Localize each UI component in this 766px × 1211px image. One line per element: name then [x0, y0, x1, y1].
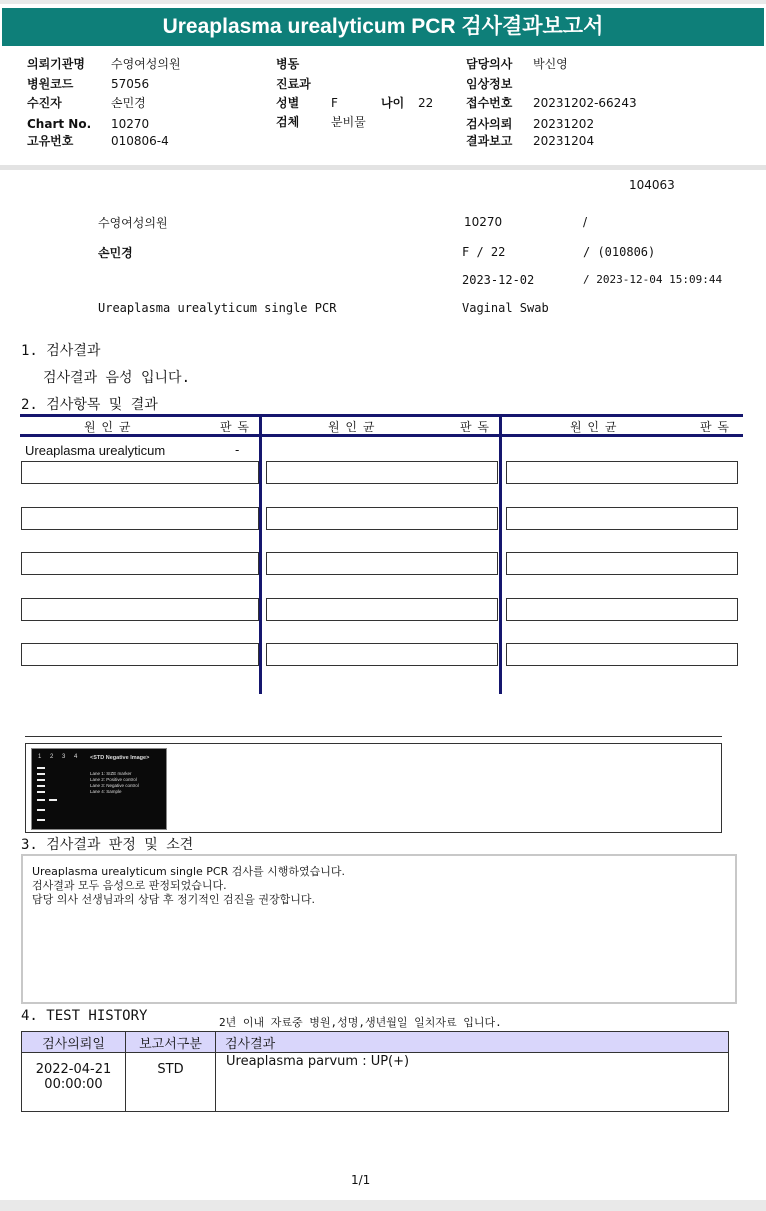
gel-caption: <STD Negative Image> — [90, 755, 150, 761]
section2-title: 2. 검사항목 및 결과 — [21, 397, 158, 413]
col1-pathogen-header: 원 인 균 — [84, 420, 132, 434]
history-result: Ureaplasma parvum : UP(+) — [216, 1053, 729, 1112]
age-label: 나이 — [381, 96, 405, 110]
col3-judgement-header: 판 독 — [700, 420, 730, 434]
gel-legend: Lane 1: SIZE marker — [90, 771, 132, 776]
section4-title: 4. TEST HISTORY — [21, 1008, 148, 1024]
top-strip — [0, 0, 766, 4]
lane-number: 3 — [62, 754, 66, 760]
result-cell — [21, 598, 259, 621]
sex-value: F — [331, 96, 338, 110]
summary-institution: 수영여성의원 — [98, 216, 168, 230]
pathogen-result: - — [235, 443, 240, 457]
section1-title: 1. 검사결과 — [21, 343, 101, 359]
summary-slash: / — [583, 215, 588, 229]
result-cell — [21, 552, 259, 575]
history-header-row — [22, 1032, 729, 1053]
history-table — [21, 1031, 729, 1112]
history-date-cell — [22, 1053, 126, 1112]
chart-label: Chart No. — [27, 117, 92, 131]
request-value: 20231202 — [533, 117, 595, 131]
result-cell — [266, 643, 498, 666]
receipt-label: 접수번호 — [466, 96, 513, 110]
summary-request-date: 2023-12-02 — [462, 273, 535, 287]
col3-pathogen-header: 원 인 균 — [570, 420, 618, 434]
pathogen-name: Ureaplasma urealyticum — [25, 443, 166, 458]
grid-divider-1 — [259, 414, 262, 694]
request-label: 검사의뢰 — [466, 117, 513, 131]
result-cell — [506, 461, 738, 484]
result-cell — [266, 552, 498, 575]
summary-specimen: Vaginal Swab — [462, 301, 549, 315]
summary-test-name: Ureaplasma urealyticum single PCR — [98, 301, 337, 315]
institution-label: 의뢰기관명 — [27, 57, 85, 71]
lane-number: 4 — [74, 754, 78, 760]
patient-value: 손민경 — [111, 96, 146, 110]
age-value: 22 — [418, 96, 434, 110]
opinion-line: 검사결과 모두 음성으로 판정되었습니다. — [32, 879, 227, 892]
dept-label: 진료과 — [276, 77, 311, 91]
chart-value: 10270 — [111, 117, 150, 131]
doctor-value: 박신영 — [533, 57, 568, 71]
summary-birth: / (010806) — [583, 245, 656, 259]
grid-top-line — [20, 414, 743, 417]
result-cell — [506, 552, 738, 575]
result-cell — [506, 507, 738, 530]
report-title: Ureaplasma urealyticum PCR 검사결과보고서 — [2, 8, 764, 46]
hospital-code-label: 병원코드 — [27, 77, 74, 91]
result-cell — [266, 461, 498, 484]
history-time: 00:00:00 — [44, 1077, 103, 1092]
bottom-strip — [0, 1200, 766, 1211]
summary-report-datetime: / 2023-12-04 15:09:44 — [583, 273, 723, 286]
opinion-line: 담당 의사 선생님과의 상담 후 정기적인 검진을 권장합니다. — [32, 893, 315, 906]
result-cell — [266, 507, 498, 530]
patient-label: 수진자 — [27, 96, 62, 110]
receipt-value: 20231202-66243 — [533, 96, 637, 110]
ward-label: 병동 — [276, 57, 300, 71]
history-col-result: 검사결과 — [216, 1032, 729, 1053]
section1-text: 검사결과 음성 입니다. — [43, 370, 191, 386]
summary-patient: 손민경 — [98, 246, 133, 260]
hospital-code-value: 57056 — [111, 77, 150, 91]
history-note: 2년 이내 자료중 병원,성명,생년월일 일치자료 입니다. — [219, 1016, 502, 1029]
result-cell — [21, 461, 259, 484]
page-number: 1/1 — [351, 1173, 371, 1187]
history-date: 2022-04-21 — [35, 1062, 112, 1077]
result-cell — [506, 598, 738, 621]
report-label: 결과보고 — [466, 134, 513, 148]
result-cell — [21, 507, 259, 530]
specimen-value: 분비물 — [331, 115, 366, 129]
section3-title: 3. 검사결과 판정 및 소견 — [21, 837, 194, 853]
history-col-type: 보고서구분 — [126, 1032, 216, 1053]
result-cell — [21, 643, 259, 666]
summary-sex-age: F / 22 — [462, 245, 506, 259]
gel-legend: Lane 3: Negative control — [90, 783, 139, 788]
col2-pathogen-header: 원 인 균 — [328, 420, 376, 434]
image-top-rule — [25, 736, 722, 737]
result-cell — [506, 643, 738, 666]
doctor-label: 담당의사 — [466, 57, 513, 71]
header-separator — [0, 165, 766, 170]
col2-judgement-header: 판 독 — [460, 420, 490, 434]
history-col-date: 검사의뢰일 — [22, 1032, 126, 1053]
opinion-line: Ureaplasma urealyticum single PCR 검사를 시행하였습니다. — [32, 865, 345, 878]
gel-image — [31, 748, 167, 830]
result-cell — [266, 598, 498, 621]
gel-legend: Lane 2: Positive control — [90, 777, 137, 782]
clinical-label: 임상정보 — [466, 77, 513, 91]
report-value: 20231204 — [533, 134, 595, 148]
institution-value: 수영여성의원 — [111, 57, 181, 71]
report-code: 104063 — [629, 178, 675, 192]
grid-divider-2 — [499, 414, 502, 694]
lane-number: 2 — [50, 754, 54, 760]
sex-label: 성별 — [276, 96, 300, 110]
specimen-label: 검체 — [276, 115, 300, 129]
unique-value: 010806-4 — [111, 134, 169, 148]
table-row — [22, 1053, 729, 1112]
opinion-box — [21, 854, 737, 1004]
col1-judgement-header: 판 독 — [220, 420, 250, 434]
summary-chart: 10270 — [464, 215, 503, 229]
lane-number: 1 — [38, 754, 42, 760]
history-type: STD — [126, 1053, 216, 1112]
unique-label: 고유번호 — [27, 134, 74, 148]
gel-legend: Lane 4: Sample — [90, 789, 122, 794]
